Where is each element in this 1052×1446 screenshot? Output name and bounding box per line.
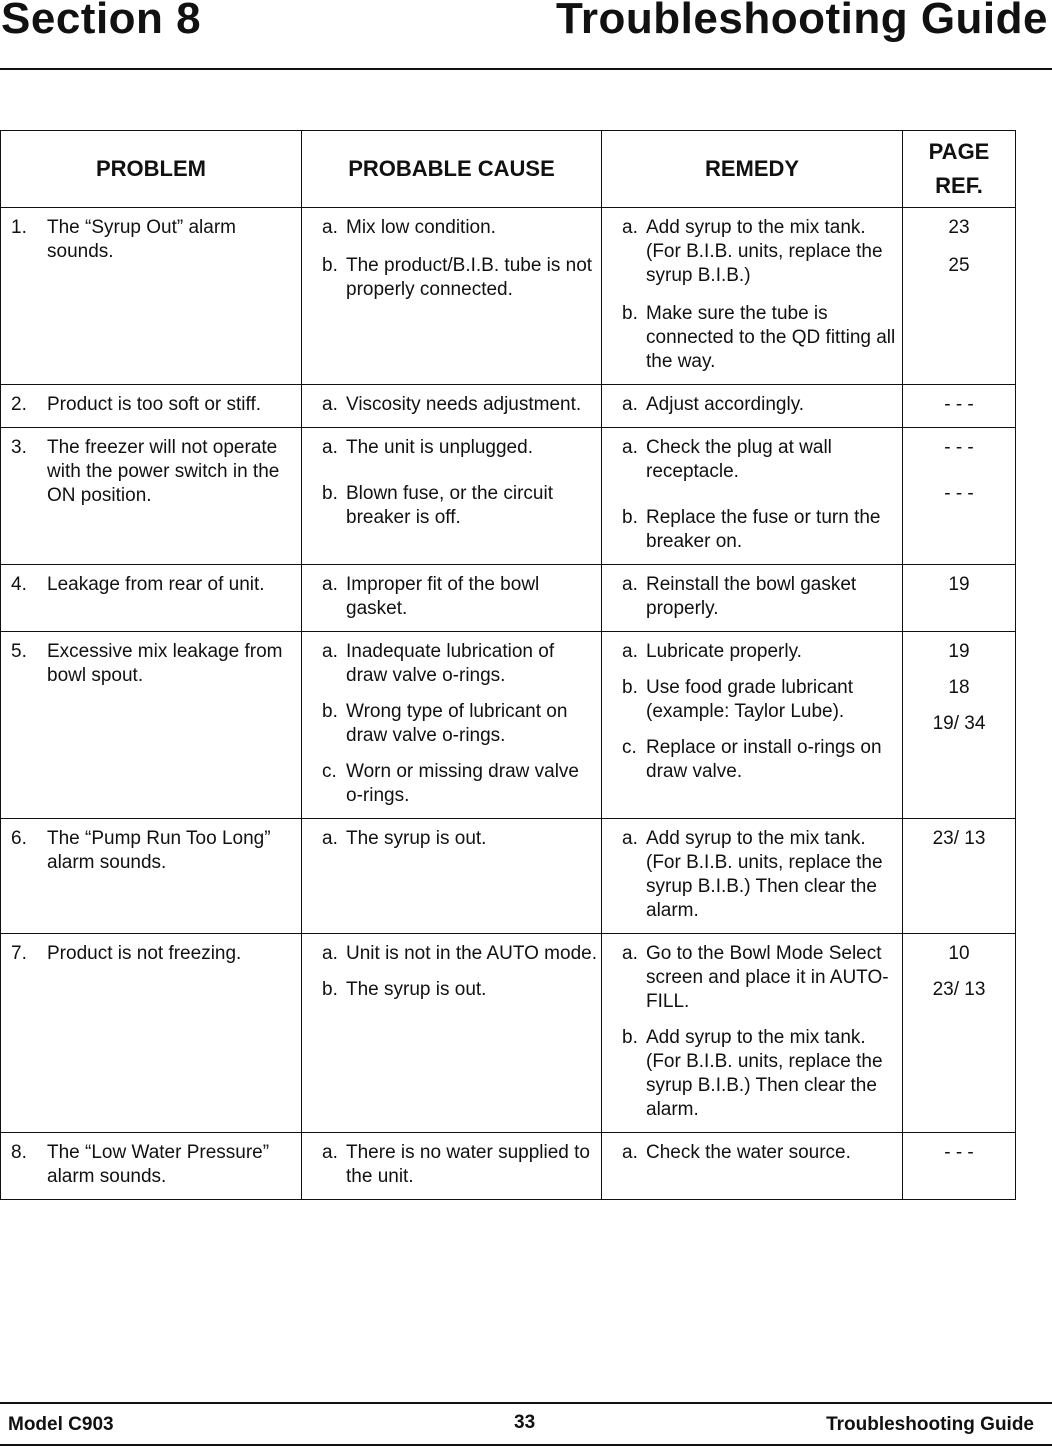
cause-text: Inadequate lubrication of draw valve o-rings. [346,641,555,686]
section-label: Section 8 [1,0,202,43]
page-ref: 23 [948,217,970,238]
page-ref-cell [903,1133,1016,1200]
cause-letter: b. [322,255,338,276]
problem-cell [1,632,302,819]
cause-letter: c. [322,761,337,782]
remedy-cell [602,819,903,934]
problem-number: 1. [11,217,27,238]
remedy-letter: a. [622,828,638,849]
page-footer [0,1402,1052,1446]
problem-cell [1,565,302,632]
table-row [1,208,1016,385]
cause-letter: b. [322,701,338,722]
page-ref-cell [903,819,1016,934]
cause-letter: a. [322,217,338,238]
cause-text: The unit is unplugged. [346,437,533,458]
remedy-text: Go to the Bowl Mode Select screen and place it in AUTO-FILL. [646,943,889,1012]
header-rule [0,68,1052,70]
page-ref: 19/ 34 [932,713,986,734]
page-header [0,0,1052,70]
remedy-text: Adjust accordingly. [646,394,805,415]
problem-text [1,393,301,417]
cause-text: Worn or missing draw valve o-rings. [346,761,580,806]
remedy-letter: a. [622,217,638,238]
page-ref: 18 [948,677,970,698]
remedy-item [602,506,902,554]
page-ref: - - - [944,437,974,458]
page-ref-cell [903,632,1016,819]
remedy-text: Check the water source. [646,1142,851,1163]
problem-text [1,216,301,264]
remedy-cell [602,1133,903,1200]
page-ref: 19 [948,574,970,595]
problem-cell [1,1133,302,1200]
page-ref: 25 [948,255,970,276]
remedy-text: Lubricate properly. [646,641,802,662]
remedy-item [602,676,902,724]
remedy-item [602,573,902,621]
problem-description: Product is too soft or stiff. [47,394,262,415]
column-header-remedy: REMEDY [602,131,903,208]
page-ref: 19 [948,641,970,662]
problem-text [1,573,301,597]
cause-cell [302,934,602,1133]
remedy-item [602,827,902,923]
remedy-letter: a. [622,641,638,662]
remedy-cell [602,632,903,819]
remedy-letter: a. [622,1142,638,1163]
table-header-row [1,131,1016,208]
remedy-text: Add syrup to the mix tank. (For B.I.B. units, replace the syrup B.I.B.) [646,217,883,286]
remedy-letter: b. [622,303,638,324]
cause-item [302,700,601,748]
cause-item [302,436,601,460]
problem-number: 7. [11,943,27,964]
cause-cell [302,819,602,934]
column-header-problem: PROBLEM [1,131,302,208]
page-ref-cell [903,428,1016,565]
cause-letter: a. [322,828,338,849]
cause-item [302,216,601,240]
cause-letter: a. [322,394,338,415]
troubleshooting-table [0,130,1016,1200]
page-ref-cell [903,934,1016,1133]
cause-item [302,393,601,417]
remedy-text: Replace or install o-rings on draw valve. [646,737,882,782]
page-ref: 23/ 13 [932,828,986,849]
problem-cell [1,934,302,1133]
problem-description: The “Syrup Out” alarm sounds. [47,217,236,262]
remedy-item [602,302,902,374]
cause-letter: a. [322,641,338,662]
cause-cell [302,632,602,819]
remedy-item [602,216,902,288]
remedy-item [602,1026,902,1122]
remedy-text: Check the plug at wall receptacle. [646,437,832,482]
table-row [1,1133,1016,1200]
problem-description: Excessive mix leakage from bowl spout. [47,641,283,686]
remedy-text: Replace the fuse or turn the breaker on. [646,507,881,552]
remedy-item [602,1141,902,1165]
cause-text: Blown fuse, or the circuit breaker is off. [346,483,553,528]
footer-model: Model C903 [8,1414,114,1435]
remedy-text: Add syrup to the mix tank. (For B.I.B. units, replace the syrup B.I.B.) Then clear the alarm. [646,828,883,921]
problem-description: The freezer will not operate with the power switch in the ON position. [47,437,280,506]
cause-cell [302,1133,602,1200]
footer-rule-top [0,1402,1052,1404]
problem-number: 6. [11,828,27,849]
footer-title: Troubleshooting Guide [826,1414,1034,1435]
remedy-letter: b. [622,1027,638,1048]
problem-number: 8. [11,1142,27,1163]
problem-description: The “Pump Run Too Long” alarm sounds. [47,828,271,873]
cause-letter: a. [322,943,338,964]
table-row [1,632,1016,819]
problem-number: 3. [11,437,27,458]
footer-page-number: 33 [514,1412,536,1433]
remedy-letter: a. [622,943,638,964]
cause-cell [302,208,602,385]
problem-cell [1,385,302,428]
cause-item [302,640,601,688]
remedy-text: Use food grade lubricant (example: Taylor Lube). [646,677,854,722]
page-ref: 10 [948,943,970,964]
cause-text: Mix low condition. [346,217,496,238]
cause-item [302,482,601,530]
cause-text: There is no water supplied to the unit. [346,1142,590,1187]
table-row [1,819,1016,934]
remedy-cell [602,934,903,1133]
cause-text: Improper fit of the bowl gasket. [346,574,540,619]
cause-cell [302,428,602,565]
page-ref-cell [903,385,1016,428]
page-ref-header-label: PAGE REF. [928,139,990,198]
remedy-item [602,640,902,664]
cause-item [302,1141,601,1189]
page-ref: - - - [944,483,974,504]
remedy-text: Add syrup to the mix tank. (For B.I.B. units, replace the syrup B.I.B.) Then clear the alarm. [646,1027,883,1120]
cause-item [302,760,601,808]
remedy-letter: a. [622,394,638,415]
problem-description: Product is not freezing. [47,943,242,964]
problem-text [1,436,301,508]
cause-item [302,573,601,621]
remedy-letter: b. [622,507,638,528]
remedy-text: Make sure the tube is connected to the QD fitting all the way. [646,303,896,372]
cause-text: The product/B.I.B. tube is not properly connected. [346,255,593,300]
cause-text: Viscosity needs adjustment. [346,394,582,415]
table-row [1,385,1016,428]
remedy-cell [602,428,903,565]
problem-description: The “Low Water Pressure” alarm sounds. [47,1142,270,1187]
problem-text [1,942,301,966]
remedy-cell [602,565,903,632]
cause-cell [302,385,602,428]
remedy-cell [602,385,903,428]
page-ref: 23/ 13 [932,979,986,1000]
problem-text [1,1141,301,1189]
remedy-item [602,942,902,1014]
column-header-page-ref [903,131,1016,208]
cause-cell [302,565,602,632]
page-ref: - - - [944,1142,974,1163]
cause-item [302,942,601,966]
problem-number: 2. [11,394,27,415]
remedy-item [602,436,902,484]
table-row [1,428,1016,565]
page-title: Troubleshooting Guide [555,0,1048,43]
cause-text: The syrup is out. [346,828,487,849]
page-ref-cell [903,208,1016,385]
cause-letter: b. [322,979,338,1000]
page-ref-cell [903,565,1016,632]
problem-number: 4. [11,574,27,595]
table-row [1,934,1016,1133]
remedy-letter: b. [622,677,638,698]
remedy-cell [602,208,903,385]
problem-description: Leakage from rear of unit. [47,574,265,595]
page-ref: - - - [944,394,974,415]
cause-item [302,254,601,302]
cause-letter: b. [322,483,338,504]
remedy-letter: c. [622,737,637,758]
remedy-letter: a. [622,574,638,595]
cause-text: Wrong type of lubricant on draw valve o-rings. [346,701,568,746]
cause-letter: a. [322,574,338,595]
cause-item [302,978,601,1002]
cause-text: Unit is not in the AUTO mode. [346,943,597,964]
remedy-letter: a. [622,437,638,458]
remedy-text: Reinstall the bowl gasket properly. [646,574,857,619]
column-header-cause: PROBABLE CAUSE [302,131,602,208]
cause-letter: a. [322,1142,338,1163]
cause-item [302,827,601,851]
problem-cell [1,428,302,565]
table-row [1,565,1016,632]
problem-text [1,827,301,875]
remedy-item [602,393,902,417]
problem-cell [1,819,302,934]
cause-text: The syrup is out. [346,979,487,1000]
remedy-item [602,736,902,784]
problem-number: 5. [11,641,27,662]
cause-letter: a. [322,437,338,458]
problem-cell [1,208,302,385]
problem-text [1,640,301,688]
